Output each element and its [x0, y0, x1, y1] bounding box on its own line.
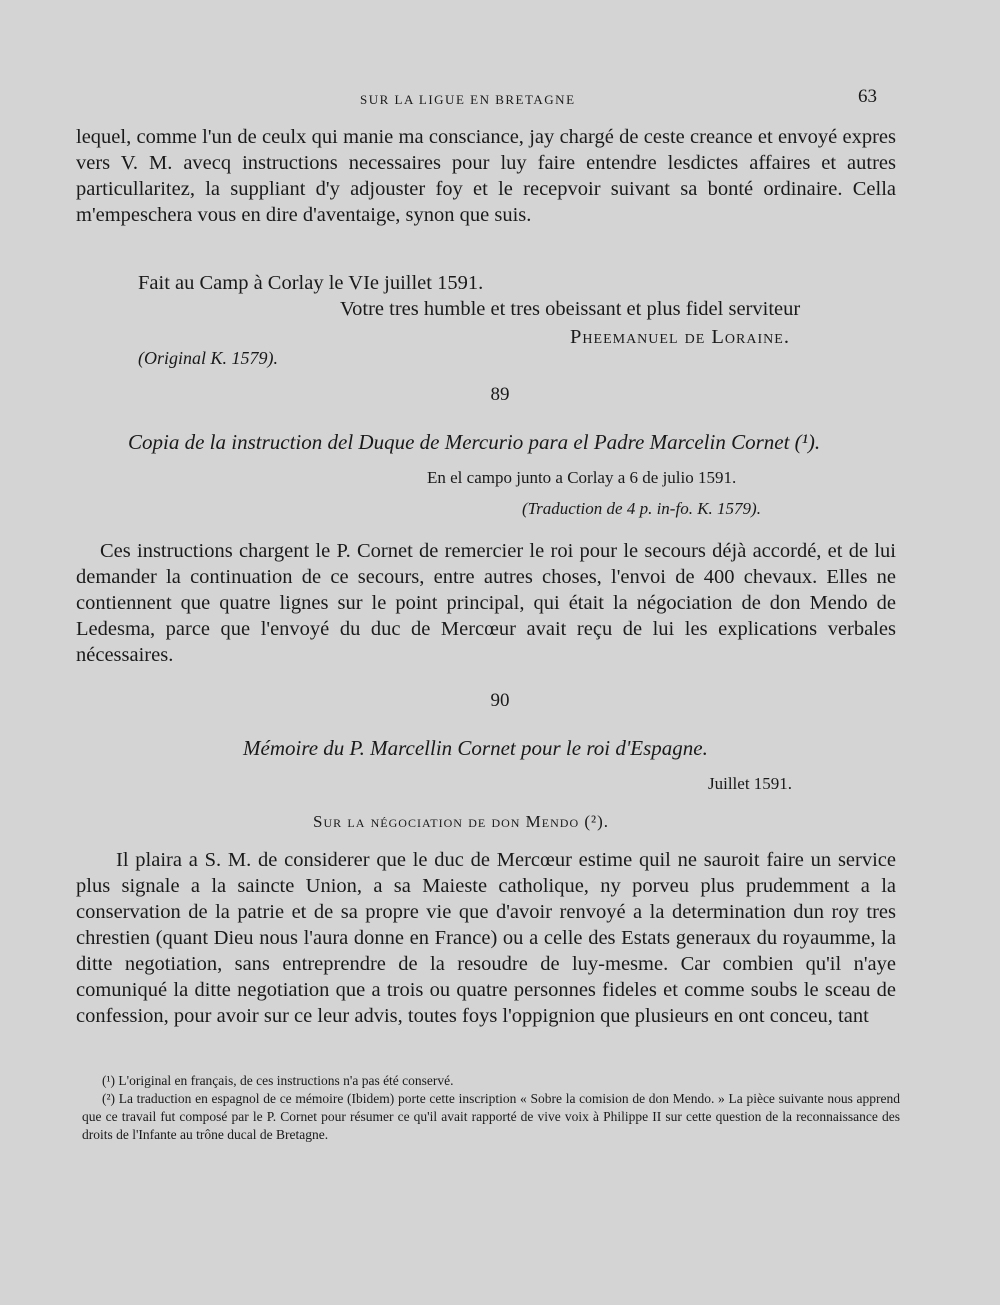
doc89-source: (Traduction de 4 p. in-fo. K. 1579). [522, 499, 761, 518]
doc89-title: Copia de la instruction del Duque de Mercurio para el Padre Marcelin Cornet (¹). [128, 430, 821, 454]
footnote-1: (¹) L'original en français, de ces instructions n'a pas été conservé. [102, 1073, 454, 1088]
doc90-number: 90 [490, 690, 510, 711]
doc90-text: Il plaira a S. M. de considerer que le duc de Mercœur estime quil ne sauroit faire un service plus signale a la saincte Union, a sa Maieste catholique, ny porveu plus prudemment a la conservation de la patrie et de sa propre vie que d'avoir renvoyé a la determination dun roy tres chrestien (quant Dieu nous l'aura donne en France) ou a celle des Estats generaux du royaumme, la ditte negotiation, sans entreprendre de la resoudre de luy-mesme. Car combien qu'il n'aye comuniqué la ditte negotiation que a trois ou quatre personnes fideles et comme soubs le sceau de confession, pour avoir sur ce leur advis, toutes foys l'oppignion que plusieurs en ont conceu, tant [76, 849, 896, 1027]
doc89-paragraph [76, 538, 896, 668]
footnote-2: (²) La traduction en espagnol de ce mémoire (Ibidem) porte cette inscription « Sobre la comision de don Mendo. » La pièce suivante nous apprend que ce travail fut composé par le P. Cornet pour résumer ce qu'il avait rapporté de vive voix à Philippe II sur cette question de la reconnaissance des droits de l'Infante au trône ducal de Bretagne. [82, 1091, 900, 1142]
doc89-dateline: En el campo junto a Corlay a 6 de julio 1591. [427, 468, 737, 487]
doc90-paragraph [76, 847, 896, 1029]
doc88-dateline: Fait au Camp à Corlay le VIe juillet 1591. [138, 272, 484, 294]
doc88-text: lequel, comme l'un de ceulx qui manie ma consciance, jay chargé de ceste creance et envoyé expres vers V. M. avecq instructions necessaires pour luy faire entendre lesdictes affaires et autres particullaritez, la suppliant d'y adjouster foy et le recepvoir suivant sa bonté ordinaire. Cella m'empeschera vous en dire d'aventaige, synon que suis. [76, 126, 896, 226]
doc88-source: (Original K. 1579). [138, 348, 279, 368]
running-title: SUR LA LIGUE EN BRETAGNE [360, 92, 576, 107]
doc89-text: Ces instructions chargent le P. Cornet de remercier le roi pour le secours déjà accordé, et de lui demander la continuation de ce secours, entre autres choses, l'envoi de 400 chevaux. Elles ne contiennent que quatre lignes sur le point principal, qui était la négociation de don Mendo de Ledesma, parce que l'envoyé du duc de Mercœur avait reçu de lui les explications verbales nécessaires. [76, 540, 896, 666]
page-number: 63 [858, 86, 877, 107]
doc88-paragraph [76, 124, 896, 228]
doc90-title: Mémoire du P. Marcellin Cornet pour le roi d'Espagne. [243, 736, 708, 760]
doc88-signature: Pheemanuel de Loraine. [570, 326, 790, 348]
footnotes [82, 1072, 900, 1144]
doc90-subtitle: Sur la négociation de don Mendo (²). [313, 812, 610, 831]
doc90-date: Juillet 1591. [708, 774, 793, 793]
doc89-number: 89 [490, 384, 510, 405]
doc88-closing: Votre tres humble et tres obeissant et plus fidel serviteur [340, 298, 801, 320]
